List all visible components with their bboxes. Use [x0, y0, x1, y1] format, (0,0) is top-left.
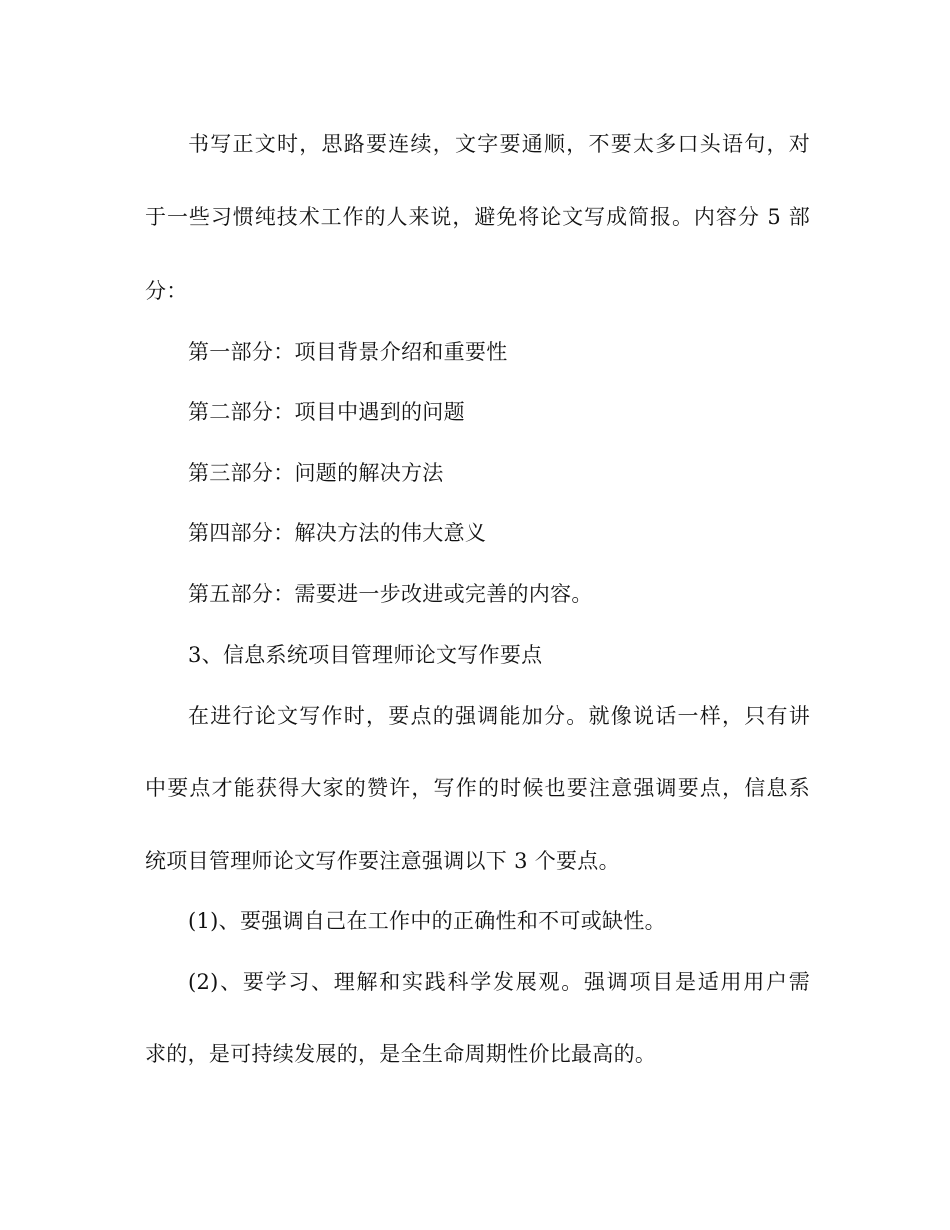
paragraph-1-line-2: 于一些习惯纯技术工作的人来说，避免将论文写成简报。内容分 5 部 [145, 205, 810, 229]
paragraph-1-line-1: 书写正文时，思路要连续，文字要通顺，不要太多口头语句，对 [188, 132, 810, 156]
point-2-line-2: 求的，是可持续发展的，是全生命周期性价比最高的。 [145, 1042, 657, 1066]
paragraph-2-line-2: 中要点才能获得大家的赞许，写作的时候也要注意强调要点，信息系 [145, 776, 810, 800]
point-1: (1)、要强调自己在工作中的正确性和不可或缺性。 [188, 909, 666, 933]
point-2-line-1: (2)、要学习、理解和实践科学发展观。强调项目是适用用户需 [188, 970, 810, 994]
paragraph-1-line-3: 分： [145, 279, 188, 303]
paragraph-2-line-3: 统项目管理师论文写作要注意强调以下 3 个要点。 [145, 849, 620, 873]
part-item-3: 第三部分：问题的解决方法 [188, 461, 444, 485]
paragraph-2-line-1: 在进行论文写作时，要点的强调能加分。就像说话一样，只有讲 [188, 704, 810, 728]
section-heading: 3、信息系统项目管理师论文写作要点 [188, 643, 543, 667]
part-item-4: 第四部分：解决方法的伟大意义 [188, 521, 487, 545]
part-item-2: 第二部分：项目中遇到的问题 [188, 400, 465, 424]
part-item-5: 第五部分：需要进一步改进或完善的内容。 [188, 582, 593, 606]
part-item-1: 第一部分：项目背景介绍和重要性 [188, 340, 508, 364]
